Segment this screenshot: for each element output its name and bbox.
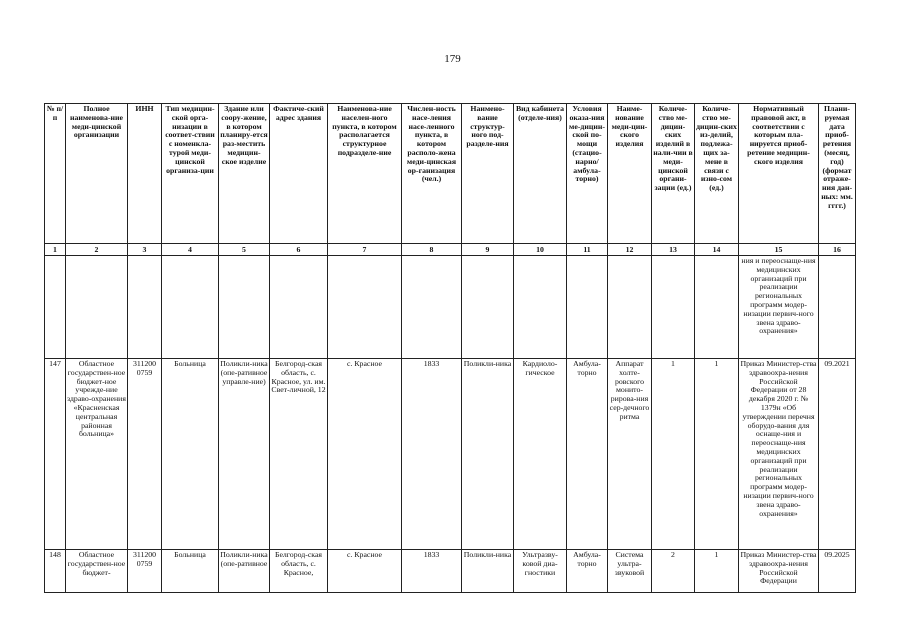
col-header: Полное наименова-ние меди-цинской организации [66,104,128,244]
col-header: Наиме-нование меди-цин-ского изделия [608,104,652,244]
column-number-row [45,244,856,256]
column-number: 7 [328,244,402,256]
column-number: 2 [66,244,128,256]
cabinet-cell: Кардиоло-гическое [514,359,567,550]
table-cell [270,256,328,359]
column-number: 12 [608,244,652,256]
col-header: Наимено-вание структур-ного под-разделе-ния [462,104,514,244]
column-number: 14 [695,244,739,256]
column-number: 11 [567,244,608,256]
legal-act-cell: ния и переоснаще-ния медицинских организаций при реализации региональных программ модер-низации первич-ного звена здраво-охранения» [739,256,819,359]
address-cell: Белгород-ская область, с. Красное, ул. им. Свет-личной, 12 [270,359,328,550]
building-cell: Поликли-ника (опе-ративное [219,550,270,593]
table-cell [402,256,462,359]
col-header: Тип медицин-ской орга-низации в соответ-ствии с номенкла-турой меди-цинской организа-ции [162,104,219,244]
column-number: 16 [819,244,856,256]
org-name-cell: Областное государствен-ное бюджет- [66,550,128,593]
qty-replace-cell: 1 [695,550,739,593]
col-header: Вид кабинета (отделе-ния) [514,104,567,244]
table-cell [66,256,128,359]
table-cell [608,256,652,359]
population-cell: 1833 [402,359,462,550]
col-header: Количе-ство ме-дицин-ских изделий в нали-чии в меди-цинской органи-зации (ед.) [652,104,695,244]
inn-cell: 311200 0759 [128,359,162,550]
table-row [45,359,856,550]
table-cell [514,256,567,359]
column-number: 10 [514,244,567,256]
col-header: № п/п [45,104,66,244]
table-cell [695,256,739,359]
column-number: 13 [652,244,695,256]
table-cell [462,256,514,359]
col-header: Условия оказа-ния ме-дицин-ской по-мощи (стацио-нарно/ амбула-торно) [567,104,608,244]
column-number: 4 [162,244,219,256]
qty-available-cell: 2 [652,550,695,593]
continuation-row [45,256,856,359]
column-number: 15 [739,244,819,256]
unit-cell: Поликли-ника [462,550,514,593]
building-cell: Поликли-ника (опе-ративное управле-ние) [219,359,270,550]
table-cell [219,256,270,359]
table-cell [162,256,219,359]
register-table [44,103,856,593]
org-name-cell: Областное государствен-ное бюджет-ное учрежде-ние здраво-охранения «Красненская центральная районная больница» [66,359,128,550]
qty-available-cell: 1 [652,359,695,550]
org-type-cell: Больница [162,550,219,593]
legal-act-cell: Приказ Министер-ства здравоохра-нения Российской Федерации [739,550,819,593]
table-cell [45,256,66,359]
row-number: 148 [45,550,66,593]
date-cell: 09.2021 [819,359,856,550]
page-number: 179 [444,53,461,65]
population-cell: 1833 [402,550,462,593]
col-header: Плани-руемая дата приоб-ретения (месяц, год) (формат отраже-ния дан-ных: мм. гггг.) [819,104,856,244]
address-cell: Белгород-ская область, с. Красное, [270,550,328,593]
table-cell [567,256,608,359]
cabinet-cell: Ультразву-ковой диа-гностики [514,550,567,593]
device-cell: Система ультра-звуковой [608,550,652,593]
qty-replace-cell: 1 [695,359,739,550]
col-header: Нормативный правовой акт, в соответствии с которым пла-нируется приоб-ретение медицин-ского изделия [739,104,819,244]
row-number: 147 [45,359,66,550]
conditions-cell: Амбула-торно [567,359,608,550]
table-row [45,550,856,593]
col-header: Здание или соору-жение, в котором планиру-ется раз-местить медицин-ское изделие [219,104,270,244]
table-cell [819,256,856,359]
conditions-cell: Амбула-торно [567,550,608,593]
settlement-cell: с. Красное [328,550,402,593]
column-number: 8 [402,244,462,256]
column-number: 3 [128,244,162,256]
column-number: 1 [45,244,66,256]
settlement-cell: с. Красное [328,359,402,550]
column-number: 6 [270,244,328,256]
table-cell [328,256,402,359]
column-number: 5 [219,244,270,256]
unit-cell: Поликли-ника [462,359,514,550]
col-header: Фактиче-ский адрес здания [270,104,328,244]
org-type-cell: Больница [162,359,219,550]
device-cell: Аппарат холте-ровского монито-рирова-ния сер-дечного ритма [608,359,652,550]
table-cell [128,256,162,359]
col-header: ИНН [128,104,162,244]
col-header: Наименова-ние населен-ного пункта, в котором располагается структурное подразделе-ние [328,104,402,244]
col-header: Количе-ство ме-дицин-ских из-делий, подлежа-щих за-мене в связи с изно-сом (ед.) [695,104,739,244]
col-header: Числен-ность насе-ления насе-ленного пункта, в котором располо-жена меди-цинская ор-ганизация (чел.) [402,104,462,244]
date-cell: 09.2025 [819,550,856,593]
legal-act-cell: Приказ Министер-ства здравоохра-нения Российской Федерации от 28 декабря 2020 г. № 1379н «Об утверждении перечня оборудо-вания для оснаще-ния и переоснаще-ния медицинских организаций при реализации региональных программ модер-низации первич-ного звена здраво-охранения» [739,359,819,550]
table-cell [652,256,695,359]
header-row [45,104,856,244]
column-number: 9 [462,244,514,256]
inn-cell: 311200 0759 [128,550,162,593]
